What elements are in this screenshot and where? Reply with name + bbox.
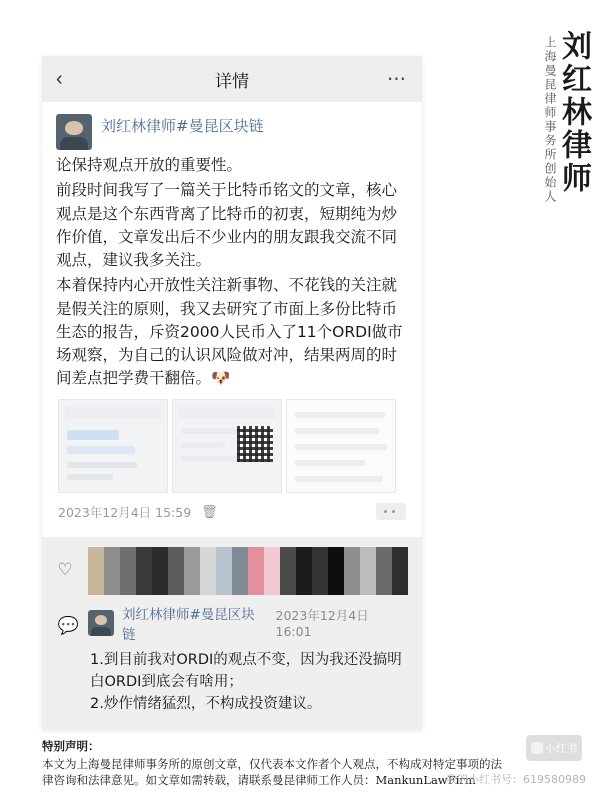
watermark-account: 我的小红书号：619580989 [446,773,586,786]
poster-vertical-title [508,30,591,290]
comment-body [88,649,408,716]
post-meta [56,503,408,531]
vertical-title-sub: 上海曼昆律师事务所创始人 [543,36,557,204]
back-icon[interactable]: ‹ [56,68,63,90]
post-paragraph: 论保持观点开放的重要性。 [56,156,243,174]
trash-icon[interactable]: 🗑 [201,503,218,519]
vertical-title-main: 刘红林律师 [556,30,591,195]
post-image-strip [56,399,408,493]
comment-header [88,603,408,643]
comment-line: 1.到目前我对ORDI的观点不变，因为我还没搞明白ORDI到底会有啥用； [90,651,402,690]
comment-line: 2.炒作情绪猛烈，不构成投资建议。 [90,696,322,713]
disclaimer-title: 特别声明： [42,738,100,753]
screenshot-thumb-2[interactable] [172,399,282,493]
comment-main [88,547,408,716]
comment-author-name[interactable]: 刘红林律师#曼昆区块链 [122,606,255,643]
phone-screenshot-card [42,56,422,730]
disclaimer [42,738,512,789]
nav-bar [42,56,422,102]
post-author-name[interactable]: 刘红林律师#曼昆区块链 [101,117,264,135]
post-paragraph: 前段时间我写了一篇关于比特币铭文的文章，核心观点是这个东西背离了比特币的初衷，短期纯为炒作价值，文章发出后不少业内的朋友跟我交流不同观点，建议我多关注。 [56,181,398,269]
disclaimer-text: 本文为上海曼昆律师事务所的原创文章，仅代表本文作者个人观点，不构成对特定事项的法律咨询和法律意见。如文章如需转载，请联系曼昆律师工作人员：MankunLawFirm [42,756,502,788]
comment-section [42,537,422,730]
more-horizontal-icon[interactable]: ⋯ [387,68,408,90]
screenshot-thumb-3[interactable] [286,399,396,493]
post-header [56,114,408,150]
watermark-logo-icon [531,742,543,754]
comment-bubble-icon[interactable]: 💬 [57,615,79,635]
heart-icon[interactable]: ♡ [57,559,73,579]
watermark-badge-text: 小红书 [544,742,578,755]
palette-strip [88,547,408,595]
more-actions-icon[interactable] [376,503,406,520]
watermark-badge [526,735,582,761]
post-paragraph: 本着保持内心开放性关注新事物、不花钱的关注就是假关注的原则，我又去研究了市面上多份比特币生态的报告，斥资2000人民币入了11个ORDI做市场观察，为自己的认识风险做对冲，结果两周的时间差点把学费干翻倍。🐶 [56,276,403,388]
comment-timestamp: 2023年12月4日 16:01 [275,608,369,639]
avatar[interactable] [88,610,114,636]
avatar[interactable] [56,114,92,150]
comment-side-actions [56,547,78,716]
post-container [42,102,422,537]
post-body [56,154,408,391]
screenshot-thumb-1[interactable] [58,399,168,493]
post-timestamp: 2023年12月4日 15:59 [58,504,192,520]
page-title: 详情 [215,71,249,92]
